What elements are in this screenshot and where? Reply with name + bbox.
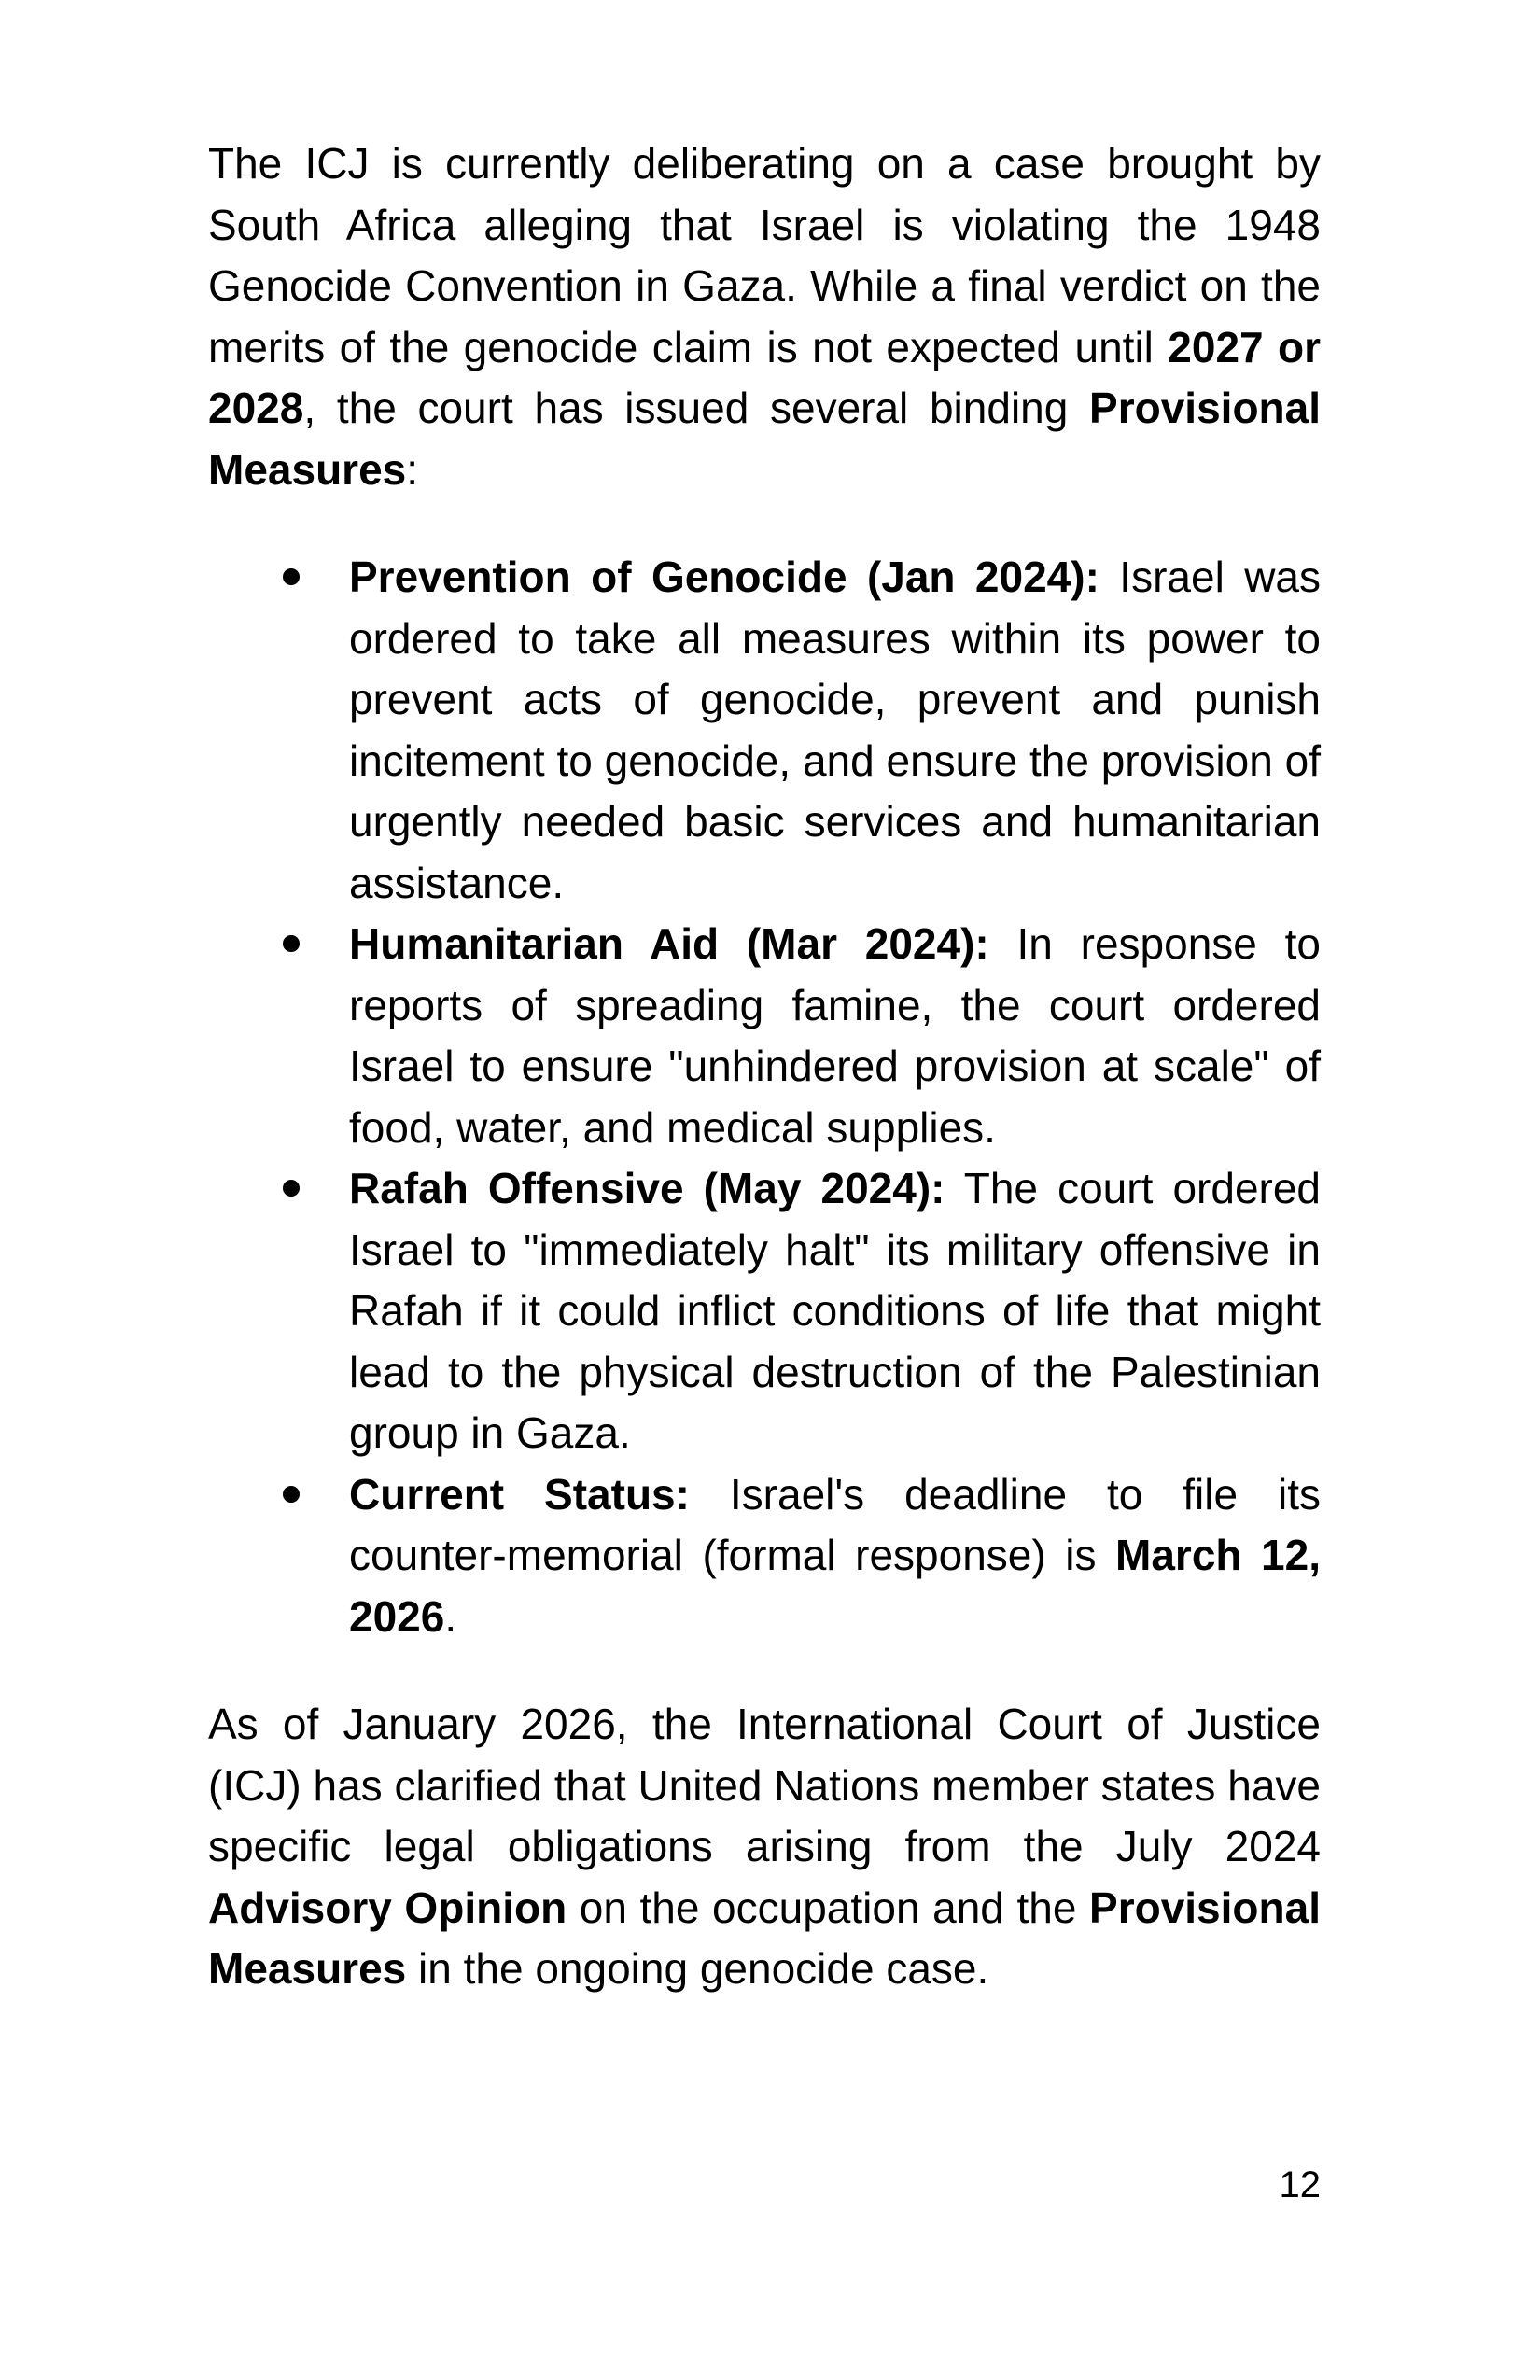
closing-text-3: in the ongoing genocide case. [406, 1944, 989, 1993]
list-item-heading: Humanitarian Aid (Mar 2024): [349, 919, 989, 968]
list-item-text: Israel's deadline to file its counter-memorial (formal response) is [349, 1469, 1321, 1579]
provisional-measures-list [208, 547, 1321, 1647]
list-item-humanitarian-aid [208, 914, 1321, 1158]
closing-bold-provisional-measures: Provisional Measures [208, 1883, 1321, 1993]
closing-bold-advisory-opinion: Advisory Opinion [208, 1883, 567, 1932]
closing-text-1: As of January 2026, the International Court of Justice (ICJ) has clarified that United Nations member states have specific legal obligations arising from the July 2024 [208, 1700, 1321, 1870]
intro-text-1: The ICJ is currently deliberating on a case brought by South Africa alleging that Israel is violating the 1948 Genocide Convention in Gaza. While a final verdict on the merits of the genocide claim is not expected until [208, 139, 1321, 371]
list-item-rafah-offensive [208, 1158, 1321, 1464]
closing-paragraph [208, 1694, 1321, 2000]
bullet-icon [283, 1180, 300, 1197]
page-number: 12 [1279, 2164, 1321, 2205]
list-item-current-status [208, 1464, 1321, 1648]
intro-text-3: : [406, 444, 419, 494]
intro-bold-years: 2027 or 2028 [208, 322, 1321, 432]
intro-bold-provisional-measures: Provisional Measures [208, 384, 1321, 494]
list-item-heading: Prevention of Genocide (Jan 2024): [349, 553, 1099, 601]
page-content [208, 133, 1321, 2000]
bullet-icon [283, 935, 300, 952]
list-item-deadline-date: March 12, 2026 [349, 1531, 1322, 1641]
list-item-text: Israel was ordered to take all measures within its power to prevent acts of genocide, prevent and punish incitement to genocide, and ensure the provision of urgently needed basic services and humanitarian assistance. [349, 553, 1321, 907]
list-item-text: The court ordered Israel to "immediately halt" its military offensive in Rafah if it could inflict conditions of life that might lead to the physical destruction of the Palestinian group in Gaza. [349, 1164, 1322, 1457]
list-item-text-end: . [444, 1591, 457, 1641]
bullet-icon [283, 1486, 300, 1503]
bullet-icon [283, 568, 300, 585]
closing-text-2: on the occupation and the [567, 1883, 1090, 1932]
list-item-heading: Current Status: [349, 1469, 690, 1519]
list-item-prevention [208, 547, 1321, 914]
intro-text-2: , the court has issued several binding [303, 384, 1090, 432]
intro-paragraph [208, 133, 1321, 500]
list-item-text: In response to reports of spreading famine, the court ordered Israel to ensure "unhindered provision at scale" of food, water, and medical supplies. [349, 919, 1321, 1152]
list-item-heading: Rafah Offensive (May 2024): [349, 1164, 945, 1212]
